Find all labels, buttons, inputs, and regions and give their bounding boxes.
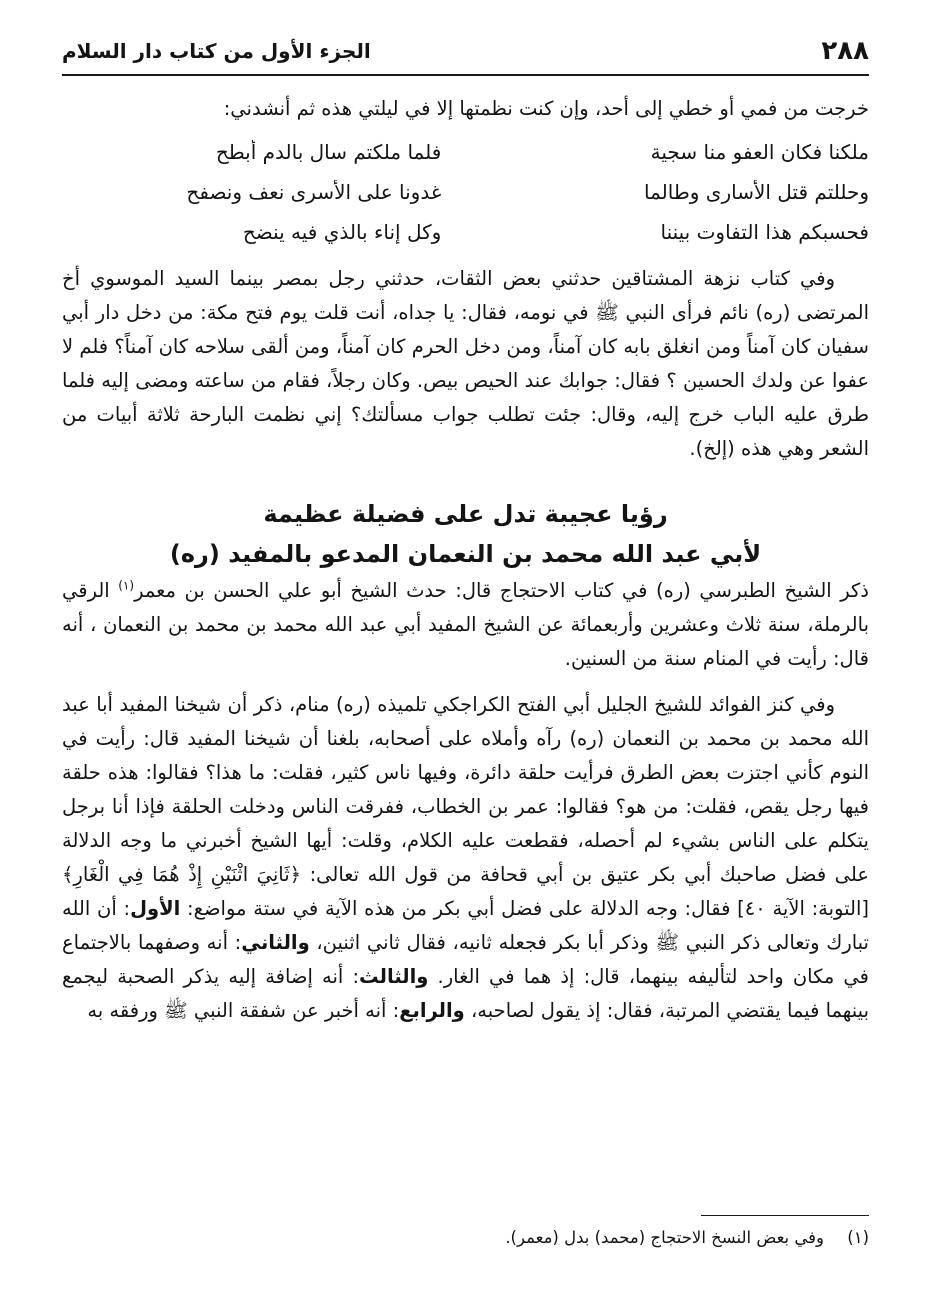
poem-hemistich-first: فحسبكم هذا التفاوت بيننا <box>660 220 869 244</box>
paragraph-text: : أنه أخبر عن شفقة النبي ﷺ ورفقه به <box>87 999 400 1022</box>
paragraph-kanz <box>62 688 869 1028</box>
intro-line: خرجت من فمي أو خطي إلى أحد، وإن كنت نظمتها إلا في ليلتي هذه ثم أنشدني: <box>223 97 869 120</box>
poem-hemistich-second: فلما ملكتم سال بالدم أبطح <box>215 140 442 164</box>
paragraph-text: : أنه وصفهما بالاجتماع في مكان واحد لتأليفه بينهما، قال: إذ هما في الغار. <box>62 931 870 988</box>
poem-verse <box>62 172 869 212</box>
poem-hemistich-first: وحللتم قتل الأسارى وطالما <box>644 180 869 204</box>
footnote-text: وفي بعض النسخ الاحتجاج (محمد) بدل (معمر). <box>505 1228 824 1247</box>
footnote <box>62 1228 869 1247</box>
paragraph-text: : أن الله تبارك وتعالى ذكر النبي ﷺ وذكر أبا بكر فجعله ثانيه، فقال ثاني اثنين، <box>62 897 869 954</box>
poem-verse <box>62 212 869 252</box>
running-title: الجزء الأول من كتاب دار السلام <box>62 39 371 63</box>
poem-verse <box>62 132 869 172</box>
section-subheading: لأبي عبد الله محمد بن النعمان المدعو بالمفيد (ره) <box>169 540 762 568</box>
footnote-number: (١) <box>847 1228 869 1247</box>
paragraph-text: : أنه إضافة إليه يذكر الصحبة ليجمع بينهما فيما يقتضي المرتبة، فقال: إذ يقول لصاحبه، <box>62 965 869 1022</box>
footnote-marker: (١) <box>118 578 135 593</box>
paragraph-text: الرقي بالرملة، سنة ثلاث وعشرين وأربعمائة عن الشيخ المفيد أبي عبد الله محمد بن محمد بن النعمان ، أنه قال: رأيت في المنام سنة من السنين. <box>62 579 869 670</box>
paragraph-tabarsi <box>62 574 869 676</box>
paragraph-text: وفي كنز الفوائد للشيخ الجليل أبي الفتح الكراجكي تلميذه (ره) منام، ذكر أن شيخنا المفيد أبا عبد الله محمد بن محمد بن النعمان (ره) رآه وأملاه على أصحابه، بلغنا أن شيخنا المفيد قال: رأيت في النوم كأني اجتزت بعض الطرق فرأيت حلقة دائرة، وفيها ناس كثير، فقلت: ما هذا؟ فقالوا: هذه حلقة فيها رجل يقص، فقلت: من هو؟ فقالوا: عمر بن الخطاب، ففرقت الناس ودخلت الحلقة فإذا أنا برجل يتكلم على الناس بشيء لم أحصله، فقطعت عليه الكلام، وقلت: أيها الشيخ أخبرني ما وجه الدلالة على فضل صاحبك أبي بكر عتيق بن أبي قحافة من قول الله تعالى: ﴿ثَانِيَ اثْنَيْنِ إِذْ هُمَا فِي الْغَارِ﴾ [التوبة: الآية ٤٠] فقال: وجه الدلالة على فضل أبي بكر من هذه الآية في ستة مواضع: <box>62 693 869 920</box>
poem-hemistich-first: ملكنا فكان العفو منا سجية <box>650 140 869 164</box>
poem <box>62 132 869 252</box>
paragraph-text: ذكر الشيخ الطبرسي (ره) في كتاب الاحتجاج قال: حدث الشيخ أبو علي الحسن بن معمر <box>134 579 869 602</box>
point-third: والثالث <box>359 965 429 988</box>
poem-hemistich-second: وكل إناء بالذي فيه ينضح <box>242 220 442 244</box>
page-number: ٢٨٨ <box>821 36 869 66</box>
point-first: الأول <box>130 897 181 920</box>
poem-hemistich-second: غدونا على الأسرى نعف ونصفح <box>186 180 442 204</box>
section-heading: رؤيا عجيبة تدل على فضيلة عظيمة <box>263 500 668 528</box>
footnote-divider <box>701 1215 869 1216</box>
point-second: والثاني <box>241 931 310 954</box>
point-fourth: والرابع <box>399 999 465 1022</box>
paragraph-nuzhat: وفي كتاب نزهة المشتاقين حدثني بعض الثقات، حدثني رجل بمصر بينما السيد الموسوي أخ المرتضى (ره) نائم فرأى النبي ﷺ في نومه، فقال: يا جداه، أنت قلت يوم فتح مكة: من دخل دار أبي سفيان كان آمناً ومن انغلق بابه كان آمناً، ومن دخل الحرم كان آمناً، ومن ألقى سلاحه كان آمناً؟ فلم لا عفوا عن ولدك الحسين ؟ فقال: جوابك عند الحيص بيص. وكان رجلاً، فقام من ساعته ومضى إليه فلما طرق عليه الباب خرج إليه، وقال: جئت تطلب جواب مسألتك؟ إني نظمت البارحة ثلاثة أبيات من الشعر وهي هذه (إلخ). <box>62 267 869 460</box>
page-header <box>62 28 869 76</box>
